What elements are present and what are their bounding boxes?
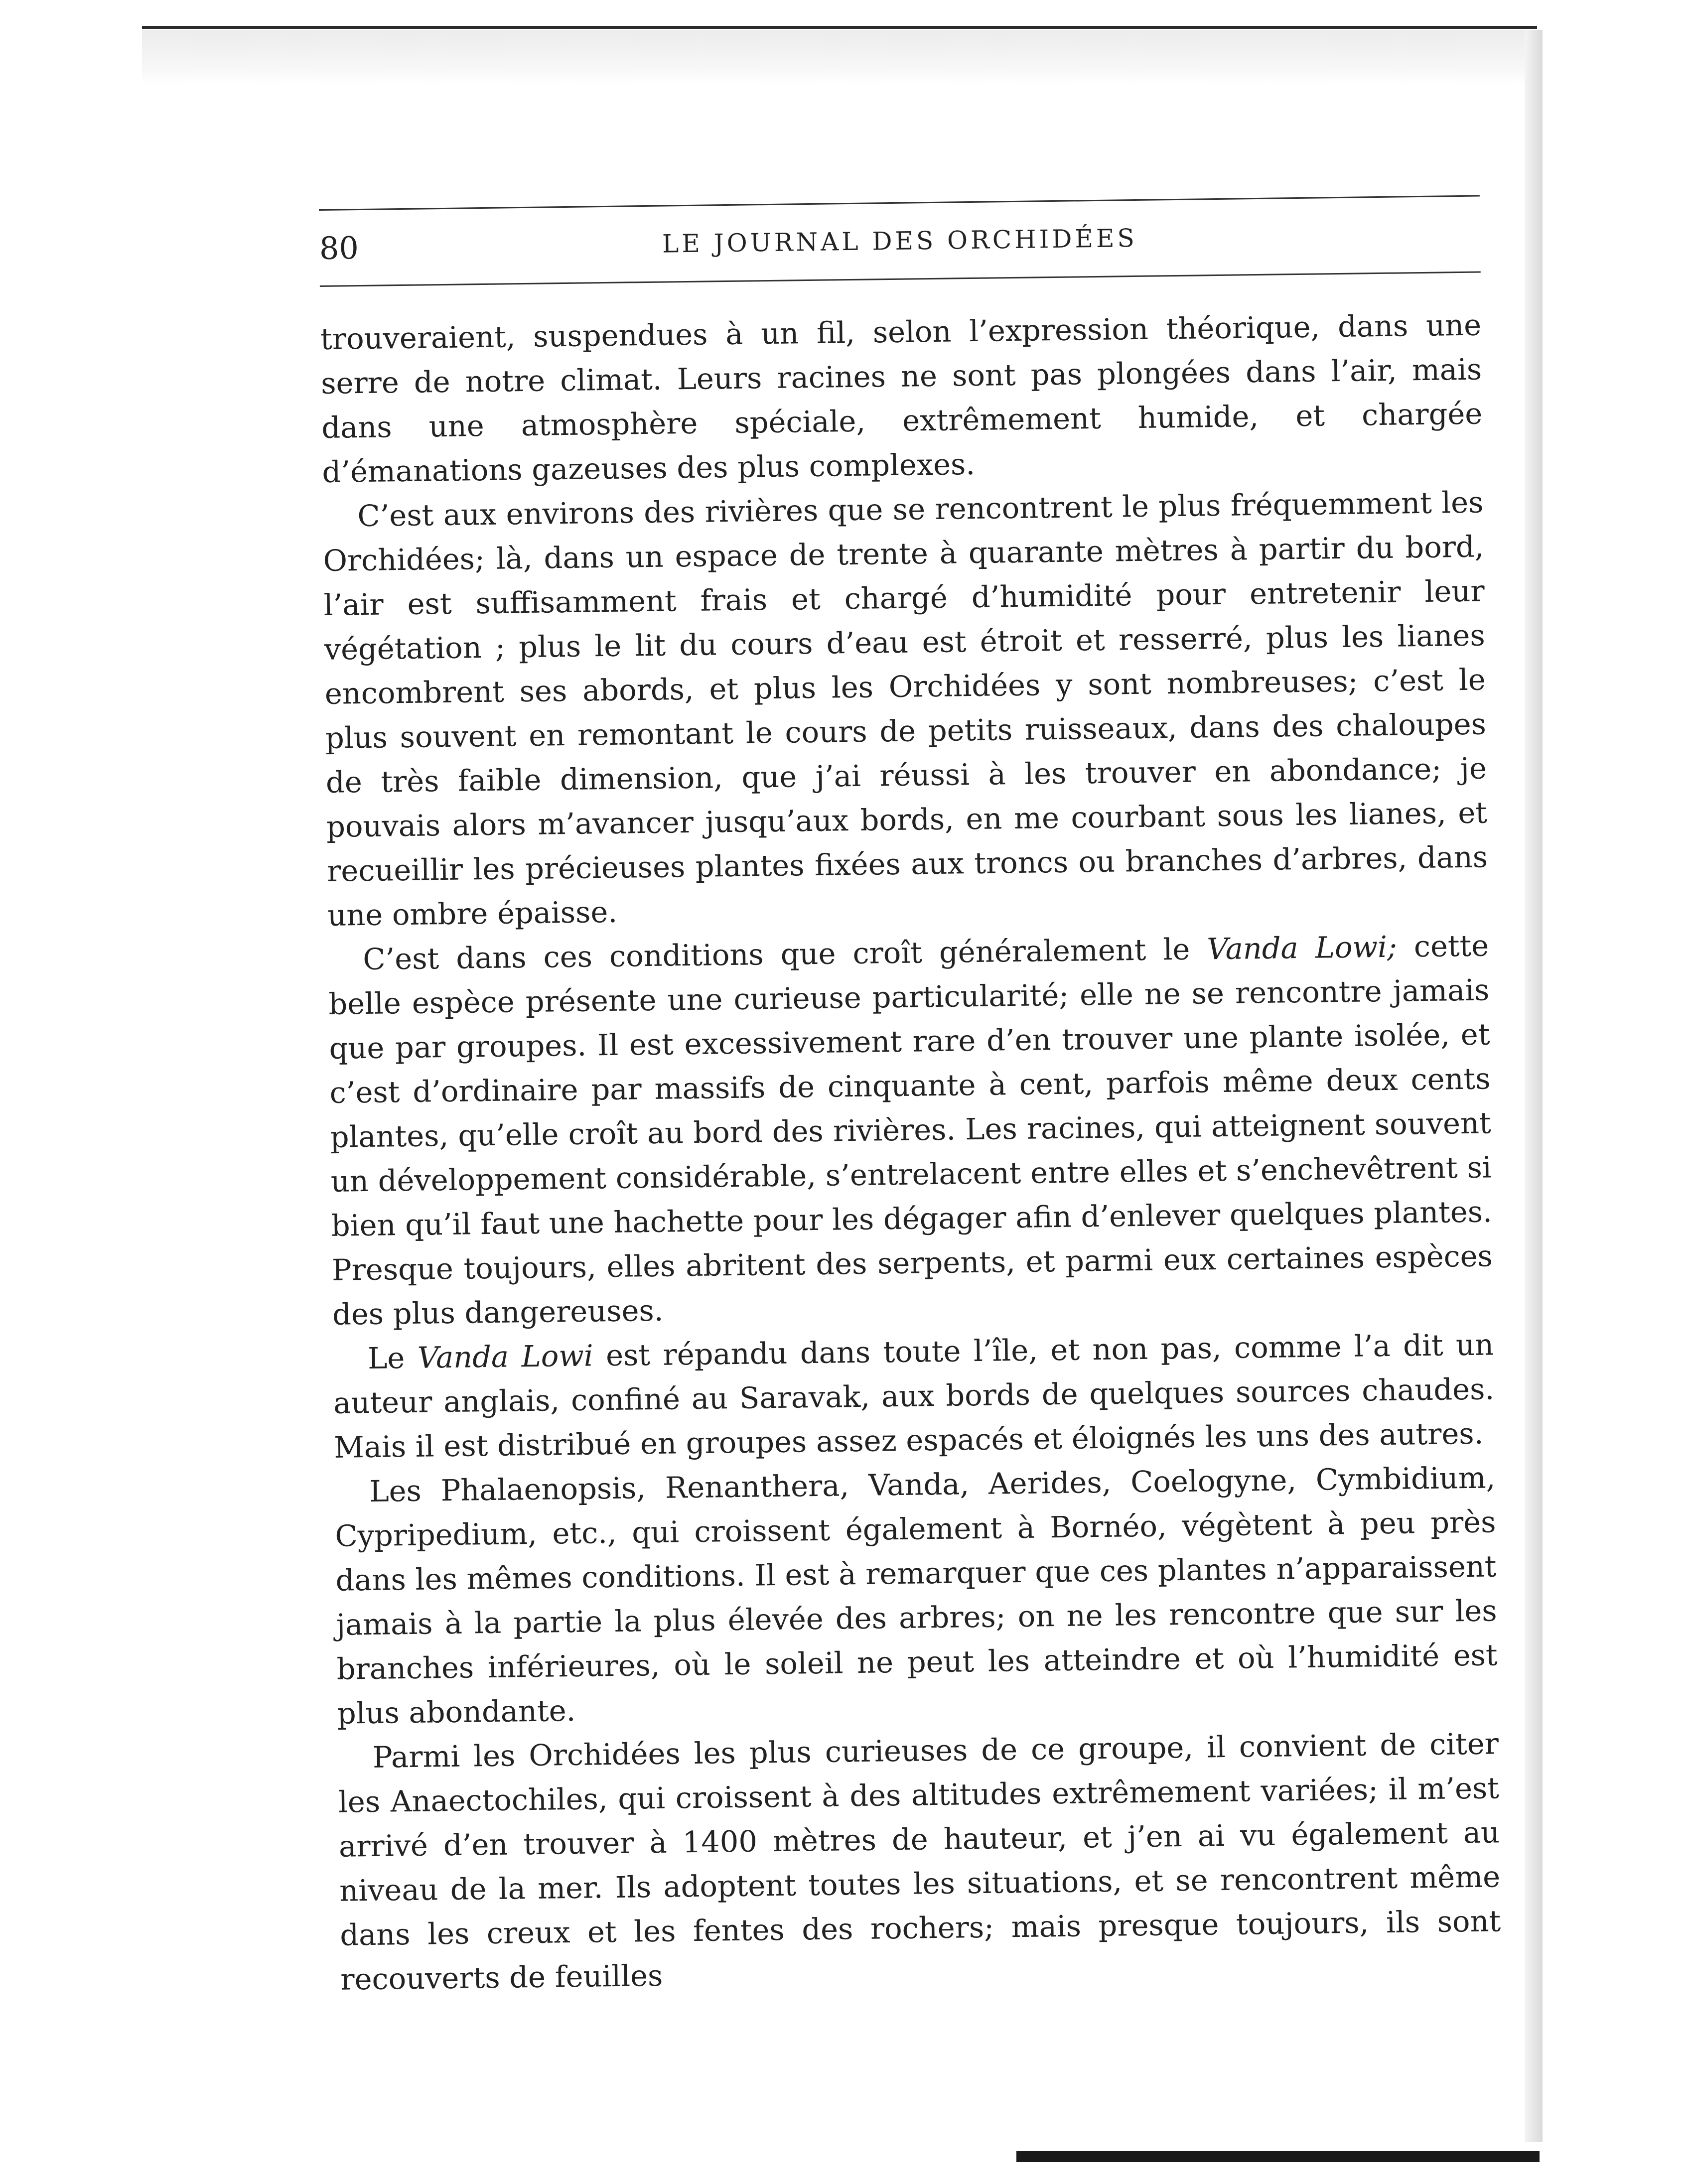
paragraph-text: est répandu dans toute l’île, et non pas, comme l’a dit un auteur anglais, confiné au Saravak, aux bords de quelques sources chaudes. Mais il est distribué en groupes assez espacés et éloignés les uns des autres. — [333, 1327, 1495, 1465]
paragraph-text: C’est aux environs des rivières que se rencontrent le plus fréquemment les Orchidées; là, dans un espace de trente à quarante mètres à partir du bord, l’air est suffisamment frais et chargé d’humidité pour entretenir leur végétation ; plus le lit du cours d’eau est étroit et resserré, plus les lianes encombrent ses abords, et plus les Orchidées y sont nombreuses; c’est le plus souvent en remontant le cours de petits ruisseaux, dans des chaloupes de très faible dimension, que j’ai réussi à les trouver en abondance; je pouvais alors m’avancer jusqu’aux bords, en me courbant sous les lianes, et recueillir les précieuses plantes fixées aux troncs ou branches d’arbres, dans une ombre épaisse. — [323, 485, 1488, 933]
scan-top-shadow — [142, 30, 1537, 85]
page-header — [319, 197, 1481, 285]
species-name-italic: Vanda Lowi — [417, 1338, 594, 1375]
scan-right-edge — [1525, 30, 1543, 2142]
journal-page — [319, 195, 1502, 2002]
paragraph-2 — [322, 480, 1489, 937]
scan-bottom-edge — [1016, 2151, 1540, 2162]
paragraph-text: cette belle espèce présente une curieuse particularité; elle ne se rencontre jamais que par groupes. Il est excessivement rare d’en trouver une plante isolée, et c’est d’ordinaire par massifs de cinquante à cent, parfois même deux cents plantes, qu’elle croît au bord des rivières. Les racines, qui atteignent souvent un développement considérable, s’entrelacent entre elles et s’enchevêtrent si bien qu’il faut une hachette pour les dégager afin d’enlever quelques plantes. Presque toujours, elles abritent des serpents, et parmi eux certaines espèces des plus dangereuses. — [328, 928, 1493, 1332]
running-title: LE JOURNAL DES ORCHIDÉES — [662, 223, 1138, 259]
article-body — [320, 303, 1502, 2002]
species-name-italic: Vanda Lowi; — [1206, 929, 1398, 966]
page-number: 80 — [319, 229, 359, 267]
paragraph-5 — [334, 1455, 1498, 1735]
paragraph-1 — [320, 303, 1483, 494]
paragraph-text: trouveraient, suspendues à un fil, selon l’expression théorique, dans une serre de notre climat. Leurs racines ne sont pas plongées dans l’air, mais dans une atmosphère spéciale, extrêmement humide, et chargée d’émanations gazeuses des plus complexes. — [320, 307, 1483, 489]
paragraph-text: Parmi les Orchidées les plus curieuses de ce groupe, il convient de citer les Anaectochiles, qui croissent à des altitudes extrêmement variées; il m’est arrivé d’en trouver à 1400 mètres de hauteur, et j’en ai vu également au niveau de la mer. Ils adoptent toutes les situations, et se rencontrent même dans les creux et les fentes des rochers; mais presque toujours, ils sont recouverts de feuilles — [338, 1726, 1501, 1997]
paragraph-6 — [337, 1721, 1501, 2001]
scan-top-rule — [142, 26, 1537, 29]
paragraph-text: Le — [367, 1340, 418, 1375]
paragraph-text: C’est dans ces conditions que croît généralement le — [362, 932, 1207, 977]
paragraph-4 — [333, 1322, 1495, 1469]
paragraph-3 — [328, 923, 1494, 1336]
paragraph-text: Les Phalaenopsis, Renanthera, Vanda, Aerides, Coelogyne, Cymbidium, Cypripedium, etc., qui croissent également à Bornéo, végètent à peu près dans les mêmes conditions. Il est à remarquer que ces plantes n’apparaissent jamais à la partie la plus élevée des arbres; on ne les rencontre que sur les branches inférieures, où le soleil ne peut les atteindre et où l’humidité est plus abondante. — [335, 1460, 1498, 1731]
